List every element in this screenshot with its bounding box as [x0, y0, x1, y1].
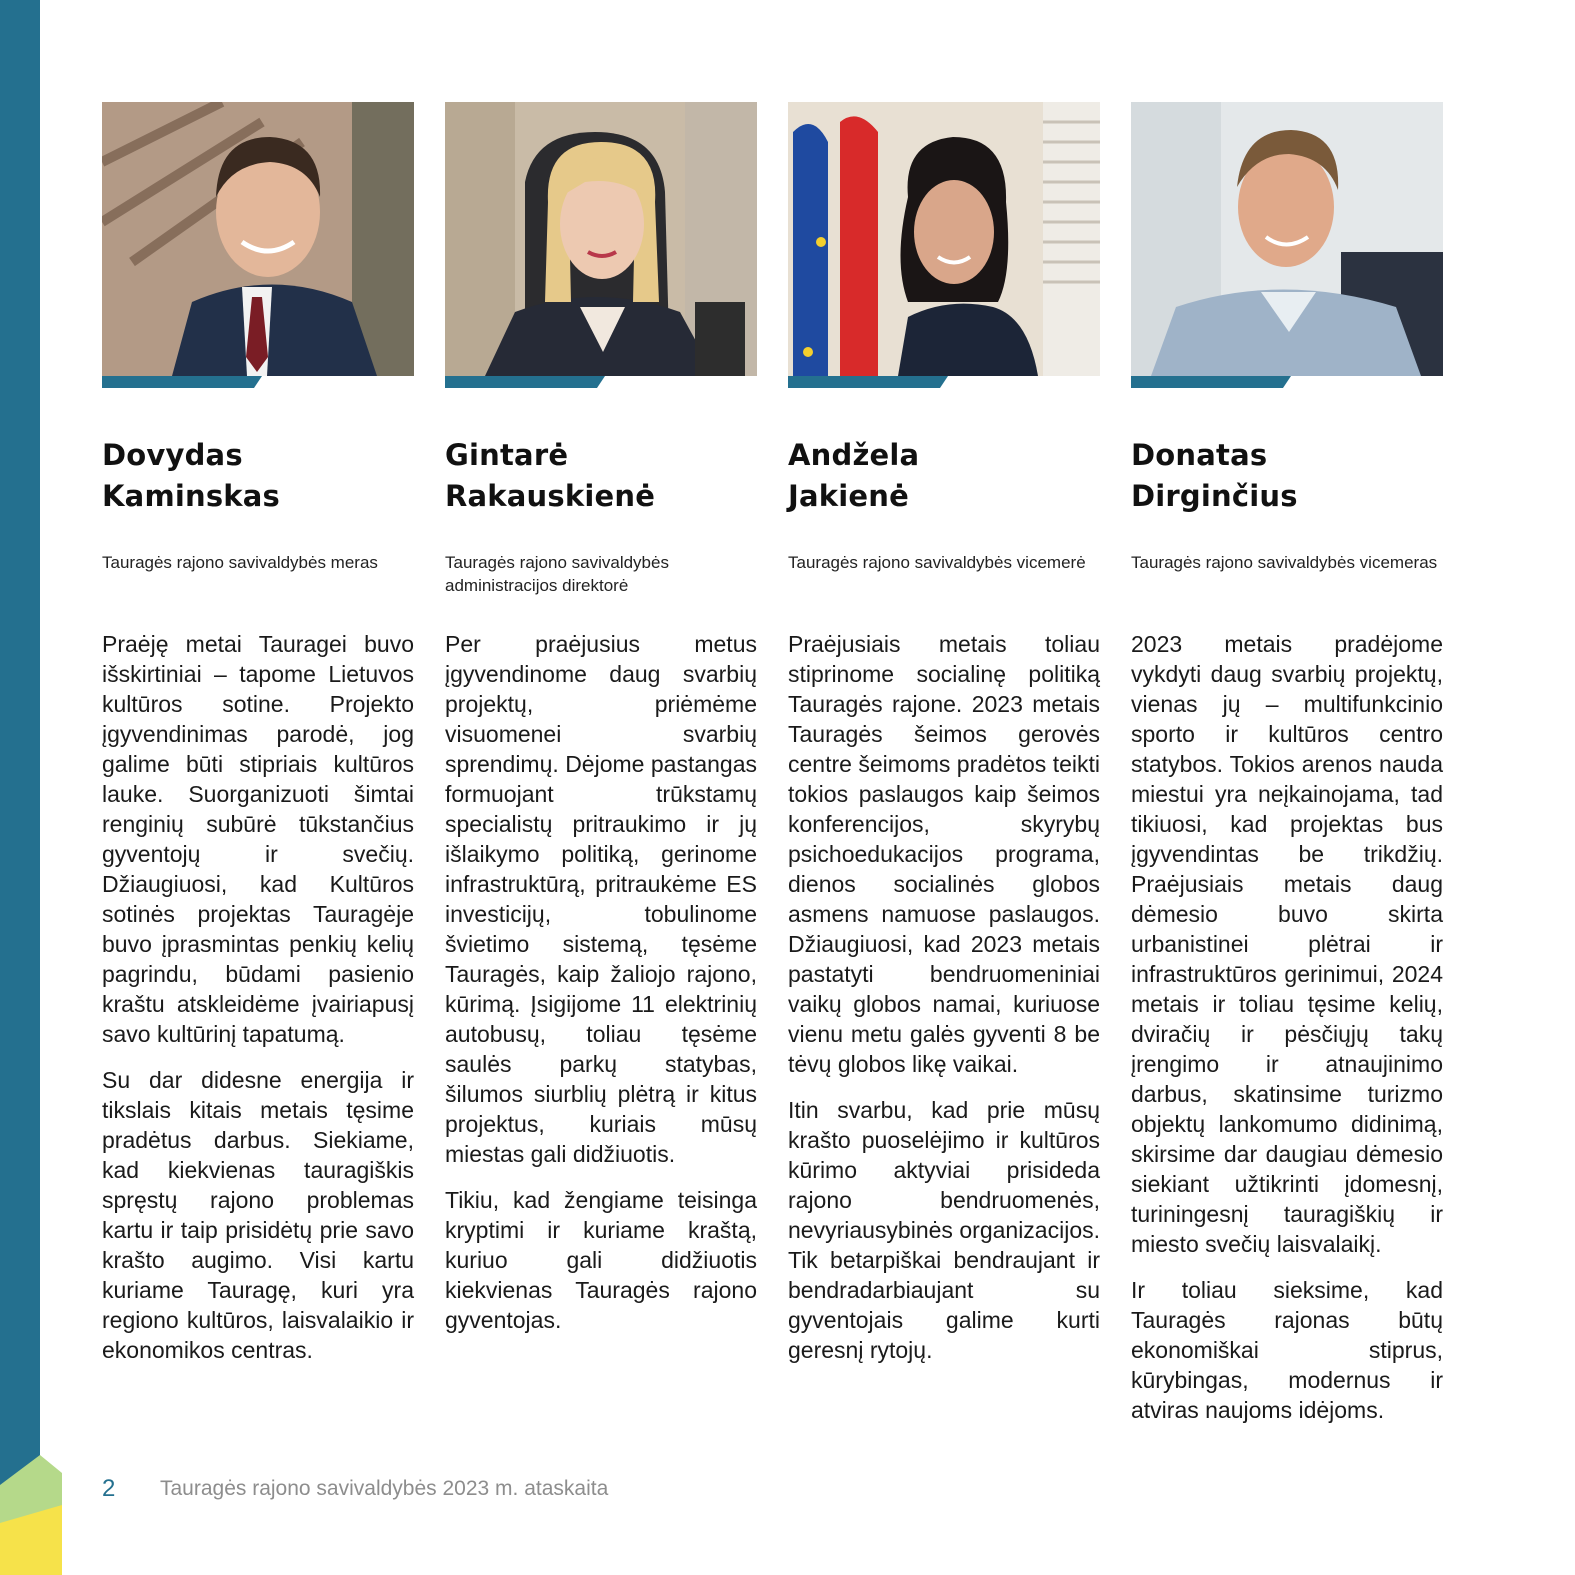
left-color-band — [0, 0, 40, 1575]
paragraph: Ir toliau sieksime, kad Tauragės rajonas būtų ekonomiškai stiprus, kūrybingas, modernus ir atviras naujoms idėjoms. — [1131, 1277, 1443, 1423]
photo-underline-accent — [1131, 376, 1443, 388]
person-card — [445, 102, 757, 1351]
paragraph: 2023 metais pradėjome vykdyti daug svarbių projektų, vienas jų – multifunkcinio sporto ir kultūros centro statybos. Tokios arenos nauda miestui yra neįkainojama, tad tikiuosi, kad projektas bus įgyvendintas be trikdžių. Praėjusiais metais daug dėmesio buvo skirta urbanistinei plėtrai ir infrastruktūros gerinimui, 2024 metais ir toliau tęsime kelių, dviračių ir pėsčiųjų takų įrengimo ir atnaujinimo darbus, skatinsime turizmo objektų lankomumo didinimą, skirsime dar daugiau dėmesio siekiant užtikrinti įdomesnį, turiningesnį tauragiškių ir miesto svečių laisvalaikį. — [1131, 631, 1443, 1257]
statement-text — [445, 629, 757, 1335]
paragraph: Tikiu, kad žengiame teisinga kryptimi ir kuriame kraštą, kuriuo gali didžiuotis kiekvienas Tauragės rajono gyventojas. — [445, 1187, 757, 1333]
statement-text — [102, 629, 414, 1365]
person-role: Tauragės rajono savivaldybės vicemeras — [1131, 553, 1438, 572]
photo-underline-accent — [102, 376, 414, 388]
last-name: Kaminskas — [102, 479, 281, 513]
paragraph: Su dar didesne energija ir tikslais kitais metais tęsime pradėtus darbus. Siekiame, kad kiekvienas tauragiškis spręstų rajono problemas kartu ir taip prisidėtų prie savo krašto augimo. Visi kartu kuriame Tauragę, kuri yra regiono kultūros, laisvalaikio ir ekonomikos centras. — [102, 1067, 414, 1363]
portrait-photo — [445, 102, 757, 376]
portrait-photo — [102, 102, 414, 376]
portrait-photo — [1131, 102, 1443, 376]
page-footer — [102, 1472, 608, 1506]
first-name: Dovydas — [102, 438, 243, 472]
person-name — [788, 435, 1100, 517]
person-name — [445, 435, 757, 517]
person-name — [1131, 435, 1443, 517]
person-card — [788, 102, 1100, 1381]
paragraph: Per praėjusius metus įgyvendinome daug svarbių projektų, priėmėme visuomenei svarbių sprendimų. Dėjome pastangas formuojant trūkstamų specialistų pritraukimo ir jų išlaikymo politiką, gerinome infrastruktūrą, pritraukėme ES investicijų, tobulinome švietimo sistemą, tęsėme Tauragės, kaip žaliojo rajono, kūrimą. Įsigijome 11 elektrinių autobusų, toliau tęsėme saulės parkų statybas, šilumos siurblių plėtrą ir kitus projektus, kuriais mūsų miestas gali didžiuotis. — [445, 631, 757, 1167]
leaders-section — [102, 102, 1445, 1422]
paragraph: Itin svarbu, kad prie mūsų krašto puoselėjimo ir kultūros kūrimo aktyviai prisideda rajono bendruomenės, nevyriausybinės organizacijos. Tik betarpiškai bendraujant ir bendradarbiaujant su gyventojais galime kurti geresnį rytojų. — [788, 1097, 1100, 1363]
photo-underline-accent — [445, 376, 757, 388]
last-name: Jakienė — [788, 479, 909, 513]
portrait-photo — [788, 102, 1100, 376]
last-name: Dirginčius — [1131, 479, 1298, 513]
report-title: Tauragės rajono savivaldybės 2023 m. ataskaita — [160, 1477, 609, 1500]
first-name: Donatas — [1131, 438, 1268, 472]
person-card — [102, 102, 414, 1381]
person-card — [1131, 102, 1443, 1441]
person-name — [102, 435, 414, 517]
statement-text — [1131, 629, 1443, 1425]
person-role: Tauragės rajono savivaldybės administracijos direktorė — [445, 553, 669, 595]
paragraph: Praėję metai Tauragei buvo išskirtiniai – tapome Lietuvos kultūros sotine. Projekto įgyvendinimas parodė, jog galime būti stipriais kultūros lauke. Suorganizuoti šimtai renginių subūrė tūkstančius gyventojų ir svečių. Džiaugiuosi, kad Kultūros sotinės projektas Tauragėje buvo įprasmintas penkių kelių pagrindu, būdami pasienio kraštu atskleidėme įvairiapusį savo kultūrinį tapatumą. — [102, 631, 414, 1047]
person-role: Tauragės rajono savivaldybės vicemerė — [788, 553, 1086, 572]
corner-accent-shape — [0, 1455, 62, 1575]
statement-text — [788, 629, 1100, 1365]
last-name: Rakauskienė — [445, 479, 656, 513]
photo-underline-accent — [788, 376, 1100, 388]
first-name: Gintarė — [445, 438, 569, 472]
first-name: Andžela — [788, 438, 920, 472]
person-role: Tauragės rajono savivaldybės meras — [102, 553, 378, 572]
page-number: 2 — [102, 1475, 116, 1502]
paragraph: Praėjusiais metais toliau stiprinome socialinę politiką Tauragės rajone. 2023 metais Tauragės šeimos gerovės centre šeimoms pradėtos teikti tokios paslaugos kaip šeimos konferencijos, skyrybų psichoedukacijos programa, dienos socialinės globos asmens namuose paslaugos. Džiaugiuosi, kad 2023 metais pastatyti bendruomeniniai vaikų globos namai, kuriuose vienu metu galės gyventi 8 be tėvų globos likę vaikai. — [788, 631, 1100, 1077]
